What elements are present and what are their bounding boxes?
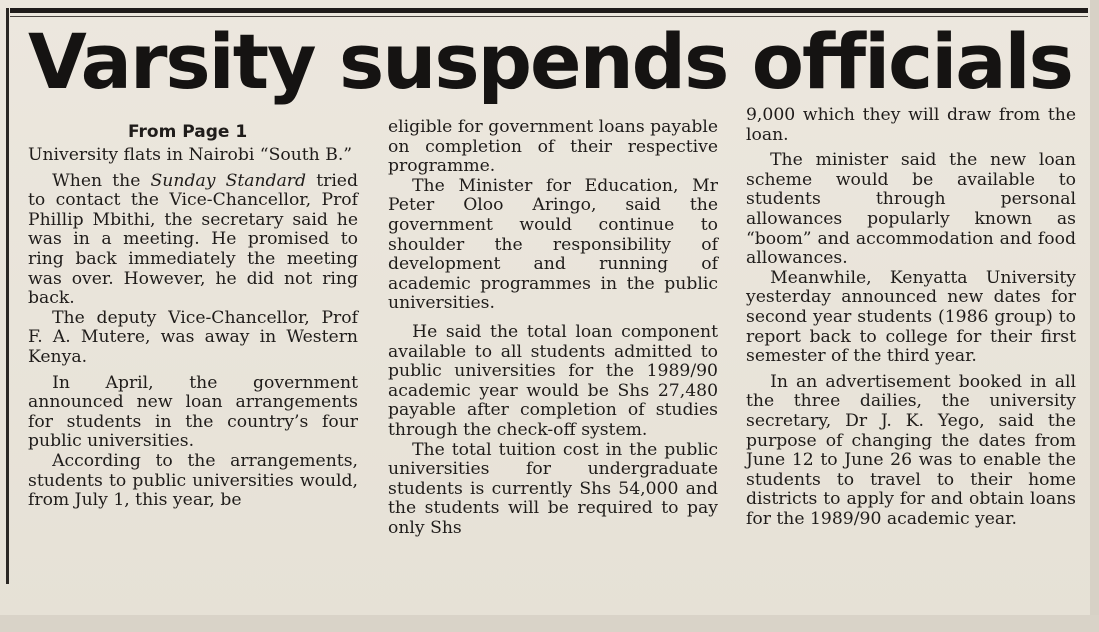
paragraph: In April, the government announced new loan arrangements for students in the country’s four public universities. (28, 372, 358, 452)
paragraph: University flats in Nairobi “South B.” (28, 145, 353, 165)
paragraph: The deputy Vice-Chancellor, Prof F. A. Mutere, was away in Western Kenya. (28, 307, 358, 367)
article-column-3 (746, 106, 1076, 529)
left-column-rule (6, 8, 9, 584)
paragraph: The Minister for Education, Mr Peter Oloo Aringo, said the government would continue to shoulder the responsibility of development and running of academic programmes in the public universities. (388, 175, 718, 314)
headline: Varsity suspends officials (28, 17, 1072, 106)
paragraph: According to the arrangements, students to public universities would, from July 1, this year, be (28, 450, 358, 511)
paragraph (28, 172, 358, 309)
article-column-2 (388, 118, 718, 538)
bottom-margin (0, 615, 1099, 632)
paragraph-text: When the (52, 170, 151, 191)
paragraph: The minister said the new loan scheme would be available to students through personal allowances popularly known as “boom” and accommodation and food allowances. (746, 150, 1076, 269)
paragraph-text: tried to contact the Vice-Chancellor, Prof Phillip Mbithi, the secretary said he was in a meeting. He promised to ring back immediately the meeting was over. However, he did not ring back. (28, 170, 358, 309)
paragraph: Meanwhile, Kenyatta University yesterday announced new dates for second year students (1986 group) to report back to college for their first semester of the third year. (746, 267, 1076, 367)
publication-name: Sunday Standard (150, 170, 307, 191)
paragraph: eligible for government loans payable on completion of their respective programme. (388, 117, 718, 177)
continuation-kicker: From Page 1 (128, 122, 248, 142)
paragraph: 9,000 which they will draw from the loan. (746, 105, 1076, 145)
top-rule (10, 8, 1088, 13)
paragraph: The total tuition cost in the public universities for undergraduate students is currently Shs 54,000 and the students will be required to pay only Shs (388, 439, 718, 538)
article-column-1 (28, 146, 358, 511)
page-edge (1090, 0, 1099, 632)
paragraph: He said the total loan component available to all students admitted to public universities for the 1989/90 academic year would be Shs 27,480 payable after completion of studies through the check-off system. (388, 321, 718, 440)
paragraph: In an advertisement booked in all the three dailies, the university secretary, Dr J. K. Yego, said the purpose of changing the dates from June 12 to June 26 was to enable the students to travel to their home districts to apply for and obtain loans for the 1989/90 academic year. (746, 371, 1076, 529)
